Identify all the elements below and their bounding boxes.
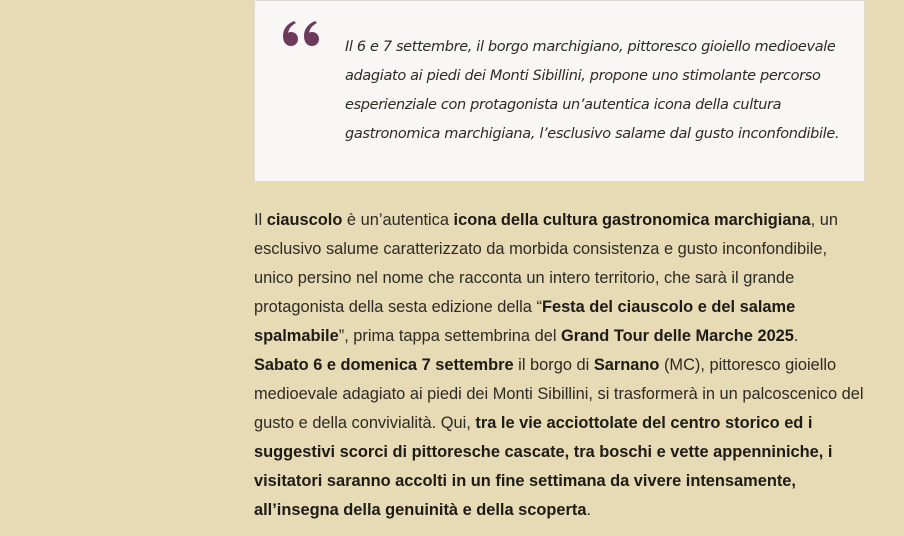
article-highlight: Sabato 6 e domenica 7 settembre: [254, 356, 514, 374]
article-text: Il: [254, 211, 267, 229]
blockquote: [254, 0, 865, 182]
article-highlight: Sarnano: [593, 356, 660, 374]
quote-text: Il 6 e 7 settembre, il borgo marchigiano, pittoresco gioiello medioevale adagiato ai piedi dei Monti Sibillini, propone uno stimolante percorso esperienziale con protagonista un’autentica icona della cultura gastronomica marchigiana, l’esclusivo salame dal gusto inconfondibile.: [345, 39, 840, 142]
quote-mark-icon: [281, 15, 321, 55]
article-highlight: ciauscolo: [266, 211, 343, 229]
article-text: .: [586, 501, 592, 519]
article-text: .: [793, 327, 799, 345]
article-highlight: tra le vie acciottolate del centro storico ed i suggestivi scorci di pittoresche cascate, tra boschi e vette appenniniche, i visitatori saranno accolti in un fine settimana da vivere intensamente, all’insegna della genuinità e della scoperta: [254, 414, 833, 519]
article-text: (MC), pittoresco gioiello medioevale adagiato ai piedi dei Monti Sibillini, si trasformerà in un palcoscenico del gusto e della convivialità. Qui,: [254, 356, 864, 432]
article-highlight: icona della cultura gastronomica marchigiana: [453, 211, 811, 229]
article-highlight: Grand Tour delle Marche 2025: [561, 327, 794, 345]
article-text: è un’autentica: [342, 211, 454, 229]
article-highlight: Festa del ciauscolo e del salame spalmabile: [254, 298, 796, 345]
article-text: , un esclusivo salume caratterizzato da morbida consistenza e gusto inconfondibile, unico persino nel nome che racconta un intero territorio, che sarà il grande protagonista della sesta edizione della “: [254, 211, 838, 316]
article-text: ”, prima tappa settembrina del: [338, 327, 562, 345]
article-text: il borgo di: [513, 356, 594, 374]
article-paragraph: [254, 206, 868, 525]
